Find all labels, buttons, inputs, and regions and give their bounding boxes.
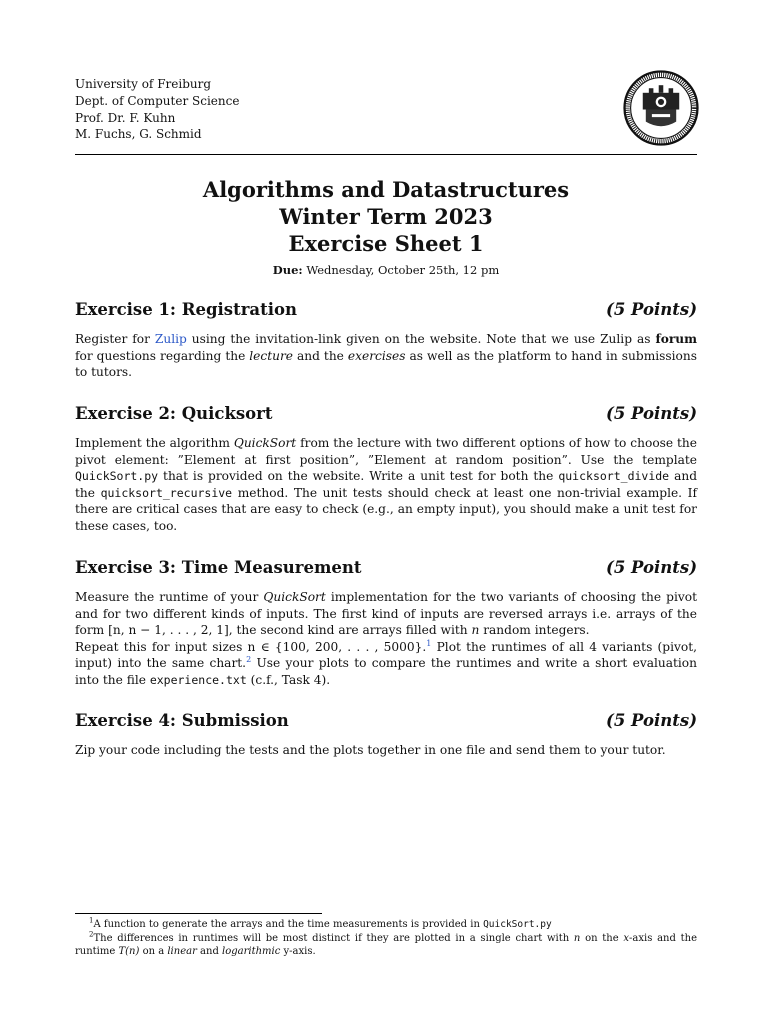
text-span: implementation for the two variants of choosing the pivot and for two different kinds of inputs. The first kind of inputs are reversed arrays i.e. arrays of the form [n, n − 1, . . . , 2, 1], the second kind are arrays filled with [75,590,697,638]
exercise-3 [75,557,697,689]
footnote-divider [75,913,322,914]
text-span: (c.f., Task 4). [246,672,331,687]
tn-italic: T(n) [118,946,140,957]
exercise-4-points: (5 Points) [606,711,697,730]
quicksort-italic: QuickSort [263,590,326,604]
text-span: method. The unit tests should check at least one non-trivial example. If there are critical cases that are easy to check (e.g., an empty input), you should make a unit test for these cases, too. [75,485,697,533]
n-italic: n [573,932,581,944]
exercise-1-text [75,331,697,381]
exercise-4-heading [75,710,697,732]
university-seal-logo [623,70,699,146]
exercise-1-title: Exercise 1: Registration [75,300,297,319]
code-experience-txt: experience.txt [149,672,247,687]
header-block [75,76,239,143]
exercise-2 [75,403,697,535]
code-quicksort-divide: quicksort_divide [558,469,670,484]
sheet-title: Exercise Sheet 1 [288,231,484,256]
exercise-2-heading [75,403,697,425]
lecture-italic: lecture [249,348,294,363]
quicksort-italic: QuickSort [233,436,297,450]
text-span: and the [75,469,697,500]
n-italic: n [471,623,480,638]
exercise-4-title: Exercise 4: Submission [75,711,289,730]
code-quicksort-recursive: quicksort_recursive [100,485,233,500]
exercises-italic: exercises [347,348,406,363]
exercise-3-heading [75,557,697,579]
title-block [75,176,697,277]
footnote-2 [75,932,697,959]
exercise-3-title: Exercise 3: Time Measurement [75,558,362,577]
text-span: for questions regarding the [75,348,250,363]
text-span: using the invitation-link given on the website. Note that we use Zulip as [186,332,656,346]
exercise-1 [75,299,697,381]
professor-name: Prof. Dr. F. Kuhn [75,110,176,125]
footnotes [75,918,697,959]
department-name: Dept. of Computer Science [75,93,240,108]
exercise-1-heading [75,299,697,321]
exercise-3-text [75,589,697,689]
forum-bold: forum [655,332,698,346]
text-span: and the [293,348,348,363]
course-title: Algorithms and Datastructures [202,177,570,202]
exercise-2-text [75,435,697,535]
text-span: from the lecture with two different options of how to choose the pivot element: ”Element at first position”, ”Element at random position”. Use the template [75,436,697,467]
logarithmic-italic: logarithmic [222,946,281,957]
due-date [75,263,697,277]
text-span: Register for [75,332,155,346]
exercise-3-paragraph-1 [75,589,697,639]
exercise-3-points: (5 Points) [606,558,697,577]
exercise-2-title: Exercise 2: Quicksort [75,404,273,423]
exercise-1-points: (5 Points) [606,300,697,319]
text-span: and [196,946,223,957]
exercise-sheet-page [75,0,697,1024]
footnote-1-mark: 1 [89,916,94,925]
exercise-4-text [75,742,697,759]
text-span: Plot the runtimes of all 4 variants (pivot, input) into the same chart. [75,639,697,671]
text-span: on a [139,946,168,957]
header-divider [75,154,697,155]
text-span: y-axis. [280,946,316,957]
text-span: Zip your code including the tests and the plots together in one file and send them to your tutor. [75,743,666,757]
due-label: Due: [272,263,303,277]
due-value: Wednesday, October 25th, 12 pm [306,263,500,277]
text-span: -axis and the runtime [75,932,697,957]
text-span: as well as the platform to hand in submissions to tutors. [75,348,697,380]
text-span: Measure the runtime of your [75,590,264,604]
text-span: on the [580,932,624,944]
footnote-1 [75,918,697,932]
x-italic: x [623,932,630,944]
linear-italic: linear [167,946,197,957]
text-span: random integers. [479,623,590,638]
footnote-2-mark: 2 [89,930,94,939]
zulip-link[interactable]: Zulip [154,332,187,346]
exercise-4 [75,710,697,759]
code-quicksort-py: QuickSort.py [75,469,159,484]
code-quicksort-py: QuickSort.py [483,919,552,930]
exercise-3-paragraph-2 [75,639,697,689]
term-title: Winter Term 2023 [279,204,493,229]
text-span: Repeat this for input sizes n ∈ {100, 200, . . . , 5000}. [75,639,427,654]
footnote-ref-1[interactable]: 1 [426,638,432,648]
text-span: that is provided on the website. Write a unit test for both the [158,469,559,484]
footnote-ref-2[interactable]: 2 [246,655,252,665]
text-span: Implement the algorithm [75,436,234,450]
assistant-names: M. Fuchs, G. Schmid [75,127,202,142]
text-span: A function to generate the arrays and the time measurements is provided in [93,919,484,930]
text-span: Use your plots to compare the runtimes and write a short evaluation into the file [75,656,697,687]
exercise-2-points: (5 Points) [606,404,697,423]
text-span: The differences in runtimes will be most distinct if they are plotted in a single chart with [93,932,574,944]
university-name: University of Freiburg [75,77,212,91]
